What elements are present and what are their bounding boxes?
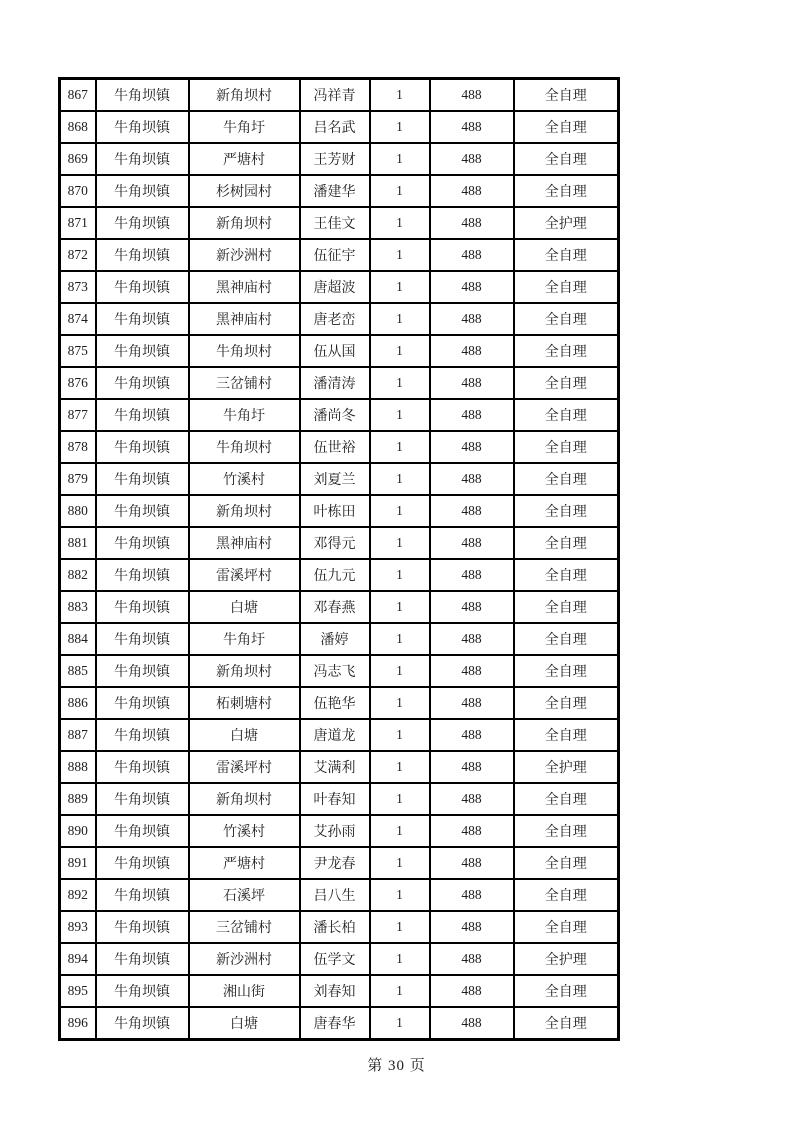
cell-care_level: 全自理 — [514, 623, 619, 655]
cell-serial: 875 — [60, 335, 96, 367]
cell-count: 1 — [370, 879, 430, 911]
table-row — [60, 975, 619, 1007]
cell-count: 1 — [370, 623, 430, 655]
cell-serial: 891 — [60, 847, 96, 879]
table-row — [60, 495, 619, 527]
cell-care_level: 全护理 — [514, 943, 619, 975]
cell-care_level: 全自理 — [514, 783, 619, 815]
cell-count: 1 — [370, 655, 430, 687]
cell-amount: 488 — [430, 431, 514, 463]
cell-amount: 488 — [430, 975, 514, 1007]
table-row — [60, 431, 619, 463]
cell-amount: 488 — [430, 207, 514, 239]
cell-village: 白塘 — [189, 1007, 300, 1040]
cell-town: 牛角坝镇 — [96, 175, 189, 207]
cell-serial: 895 — [60, 975, 96, 1007]
cell-amount: 488 — [430, 335, 514, 367]
cell-village: 黑神庙村 — [189, 271, 300, 303]
cell-serial: 878 — [60, 431, 96, 463]
cell-amount: 488 — [430, 111, 514, 143]
cell-name: 伍学文 — [300, 943, 370, 975]
cell-name: 吕名武 — [300, 111, 370, 143]
cell-care_level: 全自理 — [514, 431, 619, 463]
cell-amount: 488 — [430, 751, 514, 783]
cell-name: 唐超波 — [300, 271, 370, 303]
cell-town: 牛角坝镇 — [96, 911, 189, 943]
cell-amount: 488 — [430, 943, 514, 975]
records-table — [58, 77, 620, 1041]
cell-serial: 890 — [60, 815, 96, 847]
cell-serial: 872 — [60, 239, 96, 271]
cell-care_level: 全自理 — [514, 303, 619, 335]
table-row — [60, 655, 619, 687]
cell-count: 1 — [370, 591, 430, 623]
table-row — [60, 335, 619, 367]
cell-name: 王芳财 — [300, 143, 370, 175]
cell-amount: 488 — [430, 719, 514, 751]
cell-name: 伍从国 — [300, 335, 370, 367]
cell-count: 1 — [370, 399, 430, 431]
table-row — [60, 367, 619, 399]
cell-serial: 870 — [60, 175, 96, 207]
cell-name: 冯志飞 — [300, 655, 370, 687]
cell-name: 伍世裕 — [300, 431, 370, 463]
cell-name: 伍征宇 — [300, 239, 370, 271]
cell-amount: 488 — [430, 591, 514, 623]
cell-town: 牛角坝镇 — [96, 687, 189, 719]
cell-serial: 869 — [60, 143, 96, 175]
cell-town: 牛角坝镇 — [96, 399, 189, 431]
cell-town: 牛角坝镇 — [96, 879, 189, 911]
table-row — [60, 463, 619, 495]
cell-care_level: 全自理 — [514, 655, 619, 687]
cell-village: 雷溪坪村 — [189, 751, 300, 783]
cell-town: 牛角坝镇 — [96, 591, 189, 623]
cell-village: 牛角圩 — [189, 399, 300, 431]
cell-village: 杉树园村 — [189, 175, 300, 207]
cell-amount: 488 — [430, 815, 514, 847]
cell-serial: 883 — [60, 591, 96, 623]
cell-village: 严塘村 — [189, 143, 300, 175]
cell-count: 1 — [370, 335, 430, 367]
cell-care_level: 全自理 — [514, 175, 619, 207]
cell-village: 新沙洲村 — [189, 943, 300, 975]
cell-name: 刘夏兰 — [300, 463, 370, 495]
cell-name: 唐老峦 — [300, 303, 370, 335]
cell-town: 牛角坝镇 — [96, 207, 189, 239]
cell-town: 牛角坝镇 — [96, 847, 189, 879]
cell-name: 潘尚冬 — [300, 399, 370, 431]
cell-village: 牛角坝村 — [189, 335, 300, 367]
cell-count: 1 — [370, 303, 430, 335]
cell-town: 牛角坝镇 — [96, 783, 189, 815]
cell-name: 吕八生 — [300, 879, 370, 911]
cell-town: 牛角坝镇 — [96, 463, 189, 495]
cell-care_level: 全自理 — [514, 271, 619, 303]
cell-village: 三岔铺村 — [189, 911, 300, 943]
cell-count: 1 — [370, 527, 430, 559]
cell-name: 伍艳华 — [300, 687, 370, 719]
cell-village: 新角坝村 — [189, 207, 300, 239]
cell-count: 1 — [370, 367, 430, 399]
cell-count: 1 — [370, 1007, 430, 1040]
cell-town: 牛角坝镇 — [96, 975, 189, 1007]
table-row — [60, 591, 619, 623]
cell-town: 牛角坝镇 — [96, 367, 189, 399]
cell-serial: 879 — [60, 463, 96, 495]
cell-care_level: 全自理 — [514, 111, 619, 143]
cell-count: 1 — [370, 431, 430, 463]
table-row — [60, 943, 619, 975]
cell-count: 1 — [370, 719, 430, 751]
cell-village: 三岔铺村 — [189, 367, 300, 399]
cell-count: 1 — [370, 943, 430, 975]
cell-count: 1 — [370, 815, 430, 847]
table-row — [60, 719, 619, 751]
table-row — [60, 175, 619, 207]
cell-name: 王佳文 — [300, 207, 370, 239]
cell-name: 邓得元 — [300, 527, 370, 559]
cell-town: 牛角坝镇 — [96, 815, 189, 847]
cell-village: 雷溪坪村 — [189, 559, 300, 591]
cell-serial: 868 — [60, 111, 96, 143]
cell-serial: 867 — [60, 79, 96, 112]
cell-village: 牛角圩 — [189, 623, 300, 655]
cell-town: 牛角坝镇 — [96, 495, 189, 527]
cell-town: 牛角坝镇 — [96, 943, 189, 975]
cell-care_level: 全自理 — [514, 975, 619, 1007]
cell-village: 竹溪村 — [189, 463, 300, 495]
cell-serial: 882 — [60, 559, 96, 591]
cell-count: 1 — [370, 975, 430, 1007]
cell-care_level: 全自理 — [514, 591, 619, 623]
cell-count: 1 — [370, 463, 430, 495]
cell-village: 竹溪村 — [189, 815, 300, 847]
table-row — [60, 815, 619, 847]
cell-serial: 876 — [60, 367, 96, 399]
cell-village: 新角坝村 — [189, 783, 300, 815]
cell-town: 牛角坝镇 — [96, 79, 189, 112]
cell-amount: 488 — [430, 495, 514, 527]
cell-village: 牛角坝村 — [189, 431, 300, 463]
cell-amount: 488 — [430, 847, 514, 879]
cell-name: 邓春燕 — [300, 591, 370, 623]
cell-care_level: 全自理 — [514, 1007, 619, 1040]
cell-village: 牛角圩 — [189, 111, 300, 143]
cell-count: 1 — [370, 847, 430, 879]
table-row — [60, 143, 619, 175]
table-row — [60, 687, 619, 719]
cell-village: 白塘 — [189, 591, 300, 623]
cell-serial: 873 — [60, 271, 96, 303]
cell-care_level: 全自理 — [514, 79, 619, 112]
cell-town: 牛角坝镇 — [96, 751, 189, 783]
cell-count: 1 — [370, 783, 430, 815]
cell-amount: 488 — [430, 687, 514, 719]
cell-village: 湘山街 — [189, 975, 300, 1007]
cell-town: 牛角坝镇 — [96, 1007, 189, 1040]
cell-town: 牛角坝镇 — [96, 335, 189, 367]
cell-amount: 488 — [430, 303, 514, 335]
cell-count: 1 — [370, 143, 430, 175]
cell-care_level: 全自理 — [514, 719, 619, 751]
cell-town: 牛角坝镇 — [96, 303, 189, 335]
table-row — [60, 527, 619, 559]
cell-care_level: 全自理 — [514, 463, 619, 495]
cell-town: 牛角坝镇 — [96, 431, 189, 463]
cell-serial: 887 — [60, 719, 96, 751]
table-row — [60, 911, 619, 943]
table-row — [60, 399, 619, 431]
cell-village: 柘刺塘村 — [189, 687, 300, 719]
cell-town: 牛角坝镇 — [96, 271, 189, 303]
cell-name: 叶春知 — [300, 783, 370, 815]
cell-town: 牛角坝镇 — [96, 143, 189, 175]
cell-care_level: 全自理 — [514, 911, 619, 943]
cell-village: 新角坝村 — [189, 79, 300, 112]
cell-town: 牛角坝镇 — [96, 239, 189, 271]
table-row — [60, 879, 619, 911]
cell-care_level: 全自理 — [514, 239, 619, 271]
cell-village: 石溪坪 — [189, 879, 300, 911]
cell-count: 1 — [370, 271, 430, 303]
cell-name: 潘建华 — [300, 175, 370, 207]
cell-town: 牛角坝镇 — [96, 719, 189, 751]
table-row — [60, 303, 619, 335]
table-row — [60, 111, 619, 143]
cell-care_level: 全自理 — [514, 559, 619, 591]
cell-name: 冯祥青 — [300, 79, 370, 112]
cell-serial: 896 — [60, 1007, 96, 1040]
cell-village: 新角坝村 — [189, 655, 300, 687]
cell-amount: 488 — [430, 879, 514, 911]
cell-serial: 889 — [60, 783, 96, 815]
cell-amount: 488 — [430, 527, 514, 559]
cell-serial: 881 — [60, 527, 96, 559]
cell-serial: 880 — [60, 495, 96, 527]
cell-town: 牛角坝镇 — [96, 559, 189, 591]
cell-amount: 488 — [430, 271, 514, 303]
cell-care_level: 全自理 — [514, 335, 619, 367]
cell-name: 叶栋田 — [300, 495, 370, 527]
cell-serial: 893 — [60, 911, 96, 943]
cell-care_level: 全自理 — [514, 815, 619, 847]
cell-village: 新角坝村 — [189, 495, 300, 527]
cell-name: 潘长柏 — [300, 911, 370, 943]
cell-town: 牛角坝镇 — [96, 527, 189, 559]
cell-name: 伍九元 — [300, 559, 370, 591]
cell-amount: 488 — [430, 79, 514, 112]
table-row — [60, 271, 619, 303]
cell-name: 尹龙春 — [300, 847, 370, 879]
cell-village: 黑神庙村 — [189, 527, 300, 559]
cell-amount: 488 — [430, 143, 514, 175]
cell-amount: 488 — [430, 239, 514, 271]
cell-village: 严塘村 — [189, 847, 300, 879]
cell-care_level: 全护理 — [514, 751, 619, 783]
cell-name: 唐春华 — [300, 1007, 370, 1040]
page-number: 第 30 页 — [367, 1058, 426, 1074]
table-row — [60, 623, 619, 655]
table-row — [60, 559, 619, 591]
cell-care_level: 全自理 — [514, 847, 619, 879]
cell-care_level: 全自理 — [514, 495, 619, 527]
cell-count: 1 — [370, 175, 430, 207]
cell-serial: 874 — [60, 303, 96, 335]
cell-care_level: 全自理 — [514, 879, 619, 911]
table-row — [60, 783, 619, 815]
cell-amount: 488 — [430, 783, 514, 815]
cell-amount: 488 — [430, 911, 514, 943]
cell-amount: 488 — [430, 463, 514, 495]
cell-serial: 884 — [60, 623, 96, 655]
table-row — [60, 1007, 619, 1040]
cell-care_level: 全护理 — [514, 207, 619, 239]
cell-town: 牛角坝镇 — [96, 655, 189, 687]
table-row — [60, 207, 619, 239]
cell-count: 1 — [370, 207, 430, 239]
cell-name: 刘春知 — [300, 975, 370, 1007]
cell-village: 白塘 — [189, 719, 300, 751]
cell-name: 潘清涛 — [300, 367, 370, 399]
cell-serial: 892 — [60, 879, 96, 911]
cell-amount: 488 — [430, 623, 514, 655]
cell-name: 艾满利 — [300, 751, 370, 783]
cell-amount: 488 — [430, 655, 514, 687]
cell-serial: 871 — [60, 207, 96, 239]
cell-care_level: 全自理 — [514, 687, 619, 719]
cell-town: 牛角坝镇 — [96, 623, 189, 655]
table-row — [60, 79, 619, 112]
cell-name: 唐道龙 — [300, 719, 370, 751]
cell-count: 1 — [370, 911, 430, 943]
table-row — [60, 239, 619, 271]
cell-serial: 894 — [60, 943, 96, 975]
cell-count: 1 — [370, 751, 430, 783]
cell-serial: 886 — [60, 687, 96, 719]
cell-amount: 488 — [430, 559, 514, 591]
cell-name: 艾孙雨 — [300, 815, 370, 847]
table-row — [60, 847, 619, 879]
cell-serial: 877 — [60, 399, 96, 431]
cell-town: 牛角坝镇 — [96, 111, 189, 143]
cell-care_level: 全自理 — [514, 367, 619, 399]
table-row — [60, 751, 619, 783]
cell-serial: 888 — [60, 751, 96, 783]
cell-amount: 488 — [430, 367, 514, 399]
cell-care_level: 全自理 — [514, 399, 619, 431]
cell-count: 1 — [370, 495, 430, 527]
cell-village: 新沙洲村 — [189, 239, 300, 271]
cell-village: 黑神庙村 — [189, 303, 300, 335]
cell-count: 1 — [370, 111, 430, 143]
cell-count: 1 — [370, 79, 430, 112]
cell-amount: 488 — [430, 175, 514, 207]
cell-amount: 488 — [430, 1007, 514, 1040]
cell-serial: 885 — [60, 655, 96, 687]
cell-count: 1 — [370, 687, 430, 719]
cell-care_level: 全自理 — [514, 143, 619, 175]
cell-care_level: 全自理 — [514, 527, 619, 559]
cell-name: 潘婷 — [300, 623, 370, 655]
cell-count: 1 — [370, 239, 430, 271]
cell-amount: 488 — [430, 399, 514, 431]
cell-count: 1 — [370, 559, 430, 591]
